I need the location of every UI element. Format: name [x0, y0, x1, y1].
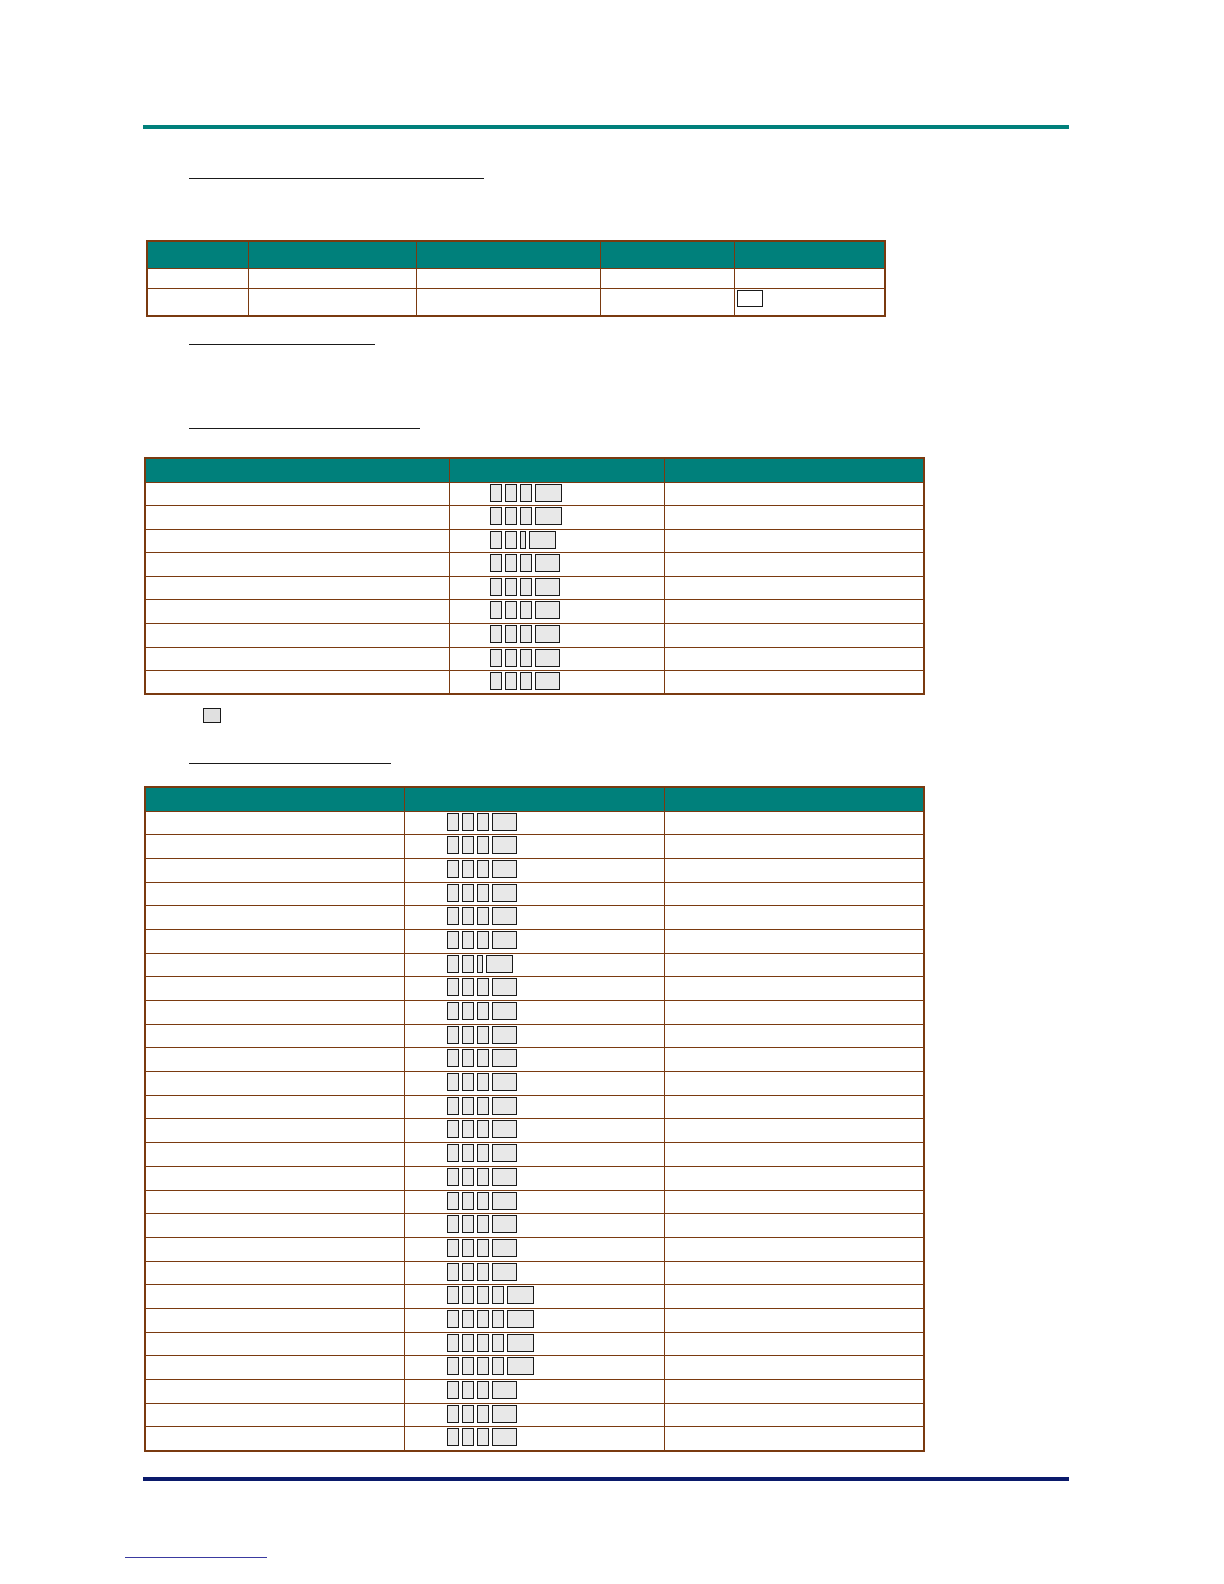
key-sequence-icon	[490, 507, 562, 526]
key-icon	[535, 554, 560, 572]
key-icon	[492, 1381, 517, 1399]
key-icon	[492, 1310, 504, 1328]
key-icon	[477, 1097, 489, 1115]
key-icon	[462, 1357, 474, 1375]
key-sequence-icon	[447, 1239, 517, 1258]
key-sequence-icon	[447, 813, 517, 832]
table-row	[145, 482, 924, 506]
key-icon	[492, 1239, 517, 1257]
key-icon	[535, 578, 560, 596]
table-row	[145, 1048, 924, 1072]
table-row	[145, 600, 924, 624]
key-icon	[490, 672, 502, 690]
table-1-cell	[147, 268, 248, 288]
key-icon	[492, 1286, 504, 1304]
key-icon	[507, 1310, 534, 1328]
key-icon	[477, 1286, 489, 1304]
key-icon	[535, 649, 560, 667]
key-icon	[462, 1192, 474, 1210]
key-sequence-icon	[490, 531, 556, 550]
section-heading-4	[189, 763, 391, 764]
table-row	[145, 1356, 924, 1380]
key-icon	[492, 1049, 517, 1067]
key-icon	[462, 1168, 474, 1186]
note-key-icon	[203, 708, 221, 723]
key-icon	[492, 1334, 504, 1352]
top-rule	[143, 125, 1069, 129]
table-row	[145, 1166, 924, 1190]
key-icon	[492, 1002, 517, 1020]
key-icon	[447, 978, 459, 996]
key-sequence-icon	[447, 1215, 517, 1234]
table-row	[145, 1261, 924, 1285]
key-icon	[490, 554, 502, 572]
key-icon	[492, 836, 517, 854]
key-icon	[462, 955, 474, 973]
key-icon	[447, 1357, 459, 1375]
key-icon	[447, 1168, 459, 1186]
key-icon	[535, 672, 560, 690]
key-sequence-icon	[490, 578, 560, 597]
key-icon	[462, 1310, 474, 1328]
key-icon	[447, 1381, 459, 1399]
table-row	[145, 624, 924, 648]
key-icon	[477, 1334, 489, 1352]
key-icon	[492, 1192, 517, 1210]
key-icon	[462, 1097, 474, 1115]
key-sequence-icon	[490, 649, 560, 668]
key-sequence-icon	[447, 836, 517, 855]
key-icon	[447, 1405, 459, 1423]
key-icon	[535, 507, 562, 525]
key-icon	[447, 1310, 459, 1328]
key-icon	[462, 813, 474, 831]
key-icon	[447, 1215, 459, 1233]
table-2-header	[145, 458, 449, 482]
key-icon	[462, 1405, 474, 1423]
table-row	[145, 506, 924, 530]
table-row	[145, 1143, 924, 1167]
key-icon	[477, 1073, 489, 1091]
key-icon	[505, 554, 517, 572]
key-icon	[477, 1192, 489, 1210]
key-icon	[505, 507, 517, 525]
key-icon	[462, 1428, 474, 1446]
table-1	[146, 240, 886, 317]
key-icon	[477, 836, 489, 854]
key-icon	[492, 884, 517, 902]
key-icon	[447, 860, 459, 878]
key-sequence-icon	[447, 907, 517, 926]
key-icon	[447, 907, 459, 925]
bottom-rule	[143, 1477, 1069, 1481]
table-1-cell	[147, 288, 248, 316]
key-icon	[507, 1286, 534, 1304]
table-row	[145, 953, 924, 977]
table-row	[145, 1332, 924, 1356]
key-icon	[462, 1002, 474, 1020]
footer-link[interactable]	[125, 1557, 267, 1558]
table-row	[145, 1095, 924, 1119]
key-sequence-icon	[447, 1073, 517, 1092]
key-icon	[477, 1239, 489, 1257]
key-icon	[462, 1144, 474, 1162]
table-row	[145, 835, 924, 859]
key-icon	[477, 955, 483, 973]
key-icon	[477, 1263, 489, 1281]
key-icon	[477, 1168, 489, 1186]
key-icon	[447, 813, 459, 831]
key-icon	[447, 1286, 459, 1304]
key-icon	[492, 1428, 517, 1446]
key-icon	[490, 649, 502, 667]
key-icon	[505, 601, 517, 619]
key-icon	[447, 1334, 459, 1352]
key-icon	[535, 601, 560, 619]
key-icon	[492, 907, 517, 925]
section-heading-2	[189, 344, 375, 345]
key-icon	[477, 1405, 489, 1423]
table-3	[144, 786, 925, 1452]
key-icon	[505, 672, 517, 690]
key-icon	[447, 955, 459, 973]
key-sequence-icon	[490, 484, 562, 503]
key-sequence-icon	[447, 931, 517, 950]
key-sequence-icon	[447, 1168, 517, 1187]
table-row	[145, 858, 924, 882]
key-sequence-icon	[447, 1286, 534, 1305]
key-icon	[462, 978, 474, 996]
key-icon	[492, 1073, 517, 1091]
key-icon	[492, 813, 517, 831]
key-icon	[490, 507, 502, 525]
key-icon	[462, 931, 474, 949]
key-sequence-icon	[447, 1120, 517, 1139]
key-sequence-icon	[447, 1310, 534, 1329]
table-row	[145, 882, 924, 906]
key-icon	[535, 625, 560, 643]
key-icon	[477, 1002, 489, 1020]
key-icon	[447, 1097, 459, 1115]
key-icon	[462, 1263, 474, 1281]
key-icon	[520, 507, 532, 525]
key-icon	[520, 531, 526, 549]
key-icon	[447, 1002, 459, 1020]
key-icon	[462, 860, 474, 878]
key-sequence-icon	[447, 1144, 517, 1163]
key-icon	[520, 554, 532, 572]
key-icon	[462, 1215, 474, 1233]
key-icon	[505, 578, 517, 596]
key-sequence-icon	[447, 1334, 534, 1353]
key-icon	[477, 978, 489, 996]
table-row	[145, 929, 924, 953]
key-icon	[447, 884, 459, 902]
key-icon	[529, 531, 556, 549]
table-row	[145, 1403, 924, 1427]
key-sequence-icon	[447, 955, 513, 974]
key-icon	[447, 1428, 459, 1446]
key-icon	[462, 884, 474, 902]
key-icon	[477, 1381, 489, 1399]
key-icon	[520, 578, 532, 596]
key-icon	[520, 672, 532, 690]
table-row	[145, 647, 924, 671]
key-icon	[477, 1428, 489, 1446]
table-row	[145, 1237, 924, 1261]
key-icon	[520, 601, 532, 619]
key-icon	[477, 860, 489, 878]
table-row	[145, 1308, 924, 1332]
key-icon	[492, 1263, 517, 1281]
key-icon	[492, 1026, 517, 1044]
key-sequence-icon	[447, 1026, 517, 1045]
table-row	[145, 1190, 924, 1214]
key-icon	[505, 649, 517, 667]
key-icon	[447, 1049, 459, 1067]
table-row	[145, 1427, 924, 1451]
key-icon	[477, 1120, 489, 1138]
key-icon	[492, 1168, 517, 1186]
table-row	[145, 1001, 924, 1025]
table-1-header	[147, 241, 248, 268]
key-icon	[490, 601, 502, 619]
table-row	[145, 576, 924, 600]
key-sequence-icon	[447, 884, 517, 903]
key-icon	[462, 1049, 474, 1067]
key-icon	[505, 531, 517, 549]
key-sequence-icon	[447, 1002, 517, 1021]
table-row	[145, 1214, 924, 1238]
key-icon	[447, 1026, 459, 1044]
key-sequence-icon	[447, 1428, 517, 1447]
table-row	[145, 1024, 924, 1048]
key-sequence-icon	[447, 860, 517, 879]
key-icon	[507, 1357, 534, 1375]
table-row	[145, 1285, 924, 1309]
table-row	[145, 553, 924, 577]
key-sequence-icon	[447, 1192, 517, 1211]
key-icon	[520, 649, 532, 667]
key-icon	[477, 1026, 489, 1044]
key-icon	[447, 931, 459, 949]
table-2	[144, 457, 925, 695]
key-sequence-icon	[447, 978, 517, 997]
table-row	[145, 811, 924, 835]
key-sequence-icon	[447, 1049, 517, 1068]
key-sequence-icon	[447, 1381, 517, 1400]
key-icon	[535, 484, 562, 502]
key-icon	[492, 1144, 517, 1162]
key-icon	[477, 813, 489, 831]
key-icon	[447, 836, 459, 854]
key-sequence-icon	[447, 1405, 517, 1424]
key-icon	[477, 1215, 489, 1233]
key-icon	[462, 1120, 474, 1138]
key-sequence-icon	[490, 625, 560, 644]
key-icon	[505, 625, 517, 643]
key-sequence-icon	[447, 1097, 517, 1116]
key-icon	[492, 1215, 517, 1233]
section-heading-3	[189, 428, 420, 429]
key-icon	[492, 1357, 504, 1375]
key-icon	[492, 1097, 517, 1115]
key-icon	[462, 836, 474, 854]
key-icon	[477, 884, 489, 902]
key-icon	[447, 1120, 459, 1138]
key-icon	[490, 625, 502, 643]
key-icon	[477, 1049, 489, 1067]
key-icon	[492, 931, 517, 949]
table-row	[145, 977, 924, 1001]
key-icon	[520, 625, 532, 643]
key-icon	[492, 1405, 517, 1423]
key-icon	[520, 484, 532, 502]
key-icon	[492, 978, 517, 996]
table-row	[145, 1380, 924, 1404]
table-row	[145, 671, 924, 695]
key-icon	[477, 1144, 489, 1162]
key-icon	[447, 1263, 459, 1281]
key-icon	[462, 1239, 474, 1257]
empty-checkbox	[737, 290, 763, 307]
key-icon	[462, 1381, 474, 1399]
table-row	[145, 1119, 924, 1143]
key-icon	[490, 578, 502, 596]
key-icon	[462, 1026, 474, 1044]
key-sequence-icon	[447, 1263, 517, 1282]
section-heading-1	[189, 178, 484, 179]
key-icon	[486, 955, 513, 973]
key-icon	[462, 907, 474, 925]
key-icon	[477, 931, 489, 949]
key-sequence-icon	[490, 554, 560, 573]
key-sequence-icon	[447, 1357, 534, 1376]
table-3-header	[145, 787, 404, 811]
key-sequence-icon	[490, 601, 560, 620]
key-icon	[462, 1334, 474, 1352]
key-icon	[490, 484, 502, 502]
key-icon	[477, 1310, 489, 1328]
key-icon	[490, 531, 502, 549]
key-icon	[477, 907, 489, 925]
key-icon	[447, 1192, 459, 1210]
key-icon	[462, 1073, 474, 1091]
key-icon	[447, 1144, 459, 1162]
table-row	[145, 906, 924, 930]
key-sequence-icon	[490, 672, 560, 691]
key-icon	[447, 1239, 459, 1257]
key-icon	[492, 860, 517, 878]
key-icon	[447, 1073, 459, 1091]
key-icon	[505, 484, 517, 502]
key-icon	[462, 1286, 474, 1304]
key-icon	[492, 1120, 517, 1138]
key-icon	[477, 1357, 489, 1375]
table-row	[145, 1072, 924, 1096]
key-icon	[507, 1334, 534, 1352]
table-row	[145, 529, 924, 553]
